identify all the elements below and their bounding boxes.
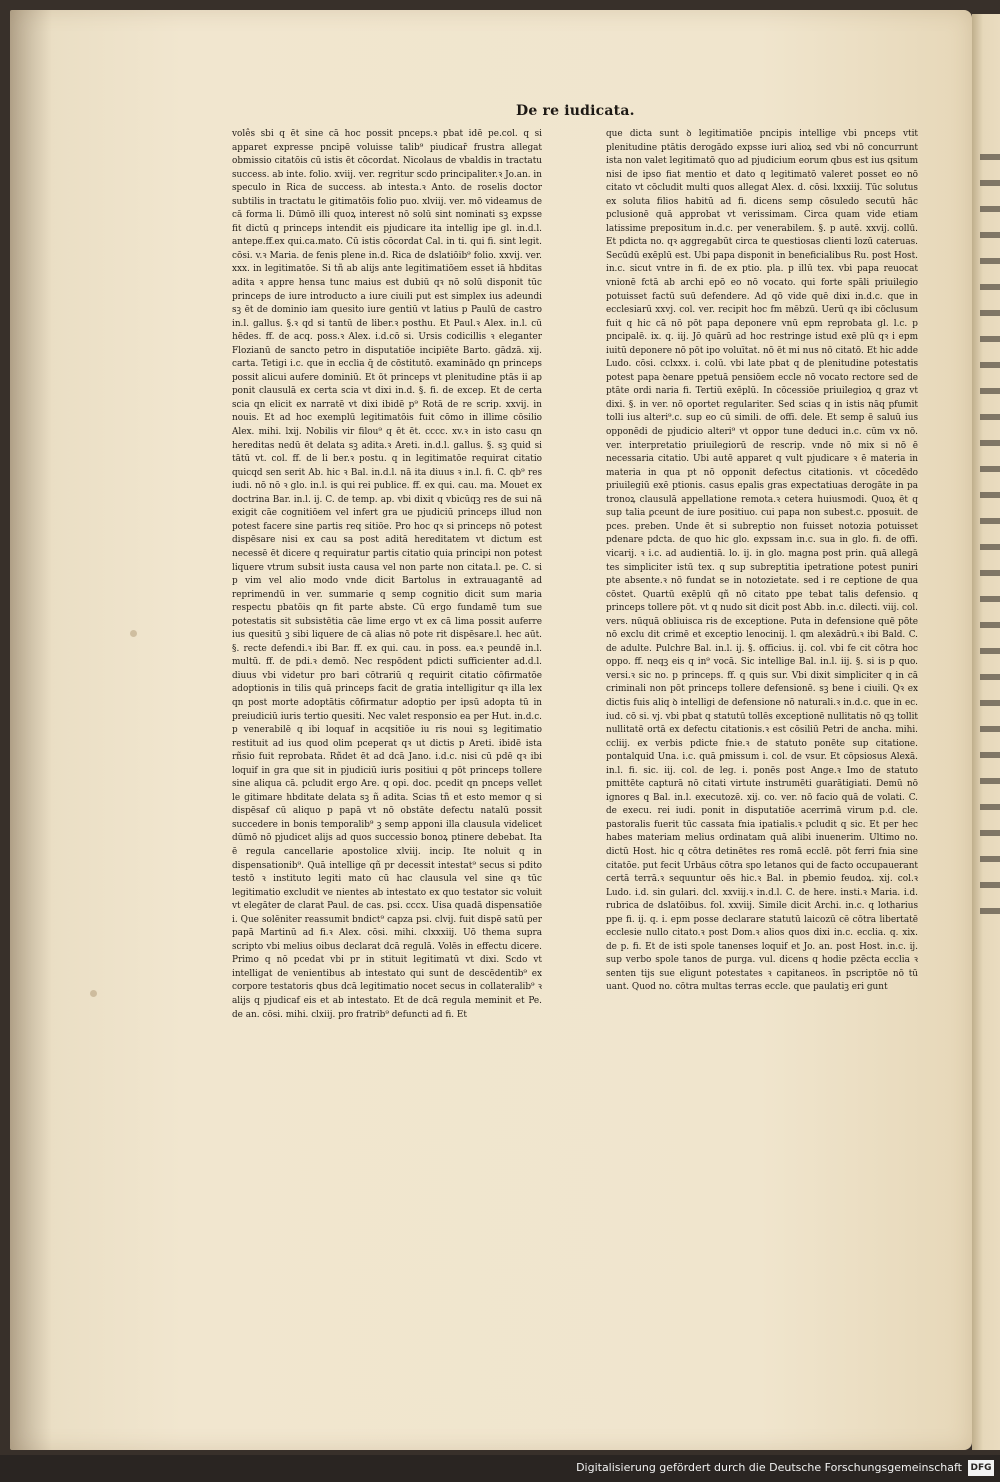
next-page-text-fragment xyxy=(980,154,1000,914)
gutter-shadow xyxy=(10,10,52,1450)
stain xyxy=(130,630,137,637)
dfg-logo-icon: DFG xyxy=(968,1460,994,1476)
running-head: De re iudicata. xyxy=(516,103,635,119)
digitization-footer xyxy=(0,1455,1000,1482)
next-page-edge xyxy=(972,14,1000,1450)
right-text-column: que dicta sunt ꝺ legitimatiōe pncipis intellige vbi pnceps vtit plenitudine ptātis derogādo expsse iuri alioꝝ sed vbi nō concurrunt ista non valet legitimatō quo ad pjudicium eorum qbus est ius qsitum nisi de ipso fiat mentio et dato q legitimatō valeret posset eo nō citato vt cōcludit multi quos allegat Alex. d. cōsi. lxxxiij. Tūc solutus ex soluta filios habitū ad fi. dicens semp cōsuledo secutū hāc pclusionē quā approbat vt verissimam. Circa quam vide etiam latissime prepositum in.d.c. per venerabilem. §. p autē. xxvij. collū. Et pdicta no. qꝛ aggregabūt circa te questiosas clienti lozū cateruas. Secūdū exēplū est. Ubi papa disponit in beneficialibus Ru. post Host. in.c. sicut vntre in fi. de ex ptio. pla. p illū tex. vbi papa reuocat vnionē fctā ab archi epō eo nō vocato. qui forte spāli priuilegio potuisset factū suū defendere. Ad qō vide quē dixi in.d.c. que in ecclesiarū xxvj. col. ver. recipit hoc fm mēbzū. Uerū qꝛ ibi cōclusum fuit q hic cā nō pōt papa deponere vnū epm reprobata gl. l.c. p pncipalē. ix. q. iij. Jō quārū ad hoc restringe istud exē plū qꝛ i epm iuitū deponere nō pōt ipo voluītat. nō ēt mi nus nō citatō. Et hic adde Ludo. cōsi. cclxxx. i. colū. vbi late pbat q de plenitudine potestatis potest papa ꝺenare ppetuā pensiōem eccle nō vocato rectore sed de ptāte ordi naria fi. Tertiū exēplū. In cōcessiōe priuilegioꝝ q graz vt dixi. §. in ver. nō oportet regulariter. Sed scias q in istis nāq pfumit tolli ius alteri⁹.c. sup eo cū simili. de offi. dele. Et semp ē saluū ius opponēdi de pjudicio alteri⁹ vt oppor tune deduci in.c. cūm vx nō. ver. interpretatio priuilegiorū de rescrip. vnde nō mix si nō ē necessaria citatio. Ubi autē apparet q vult pjudicare ꝛ ē materia in materia in qua pt nō opponit defectus citationis. vt cōcedēdo priuilegiū exē ptionis. casus epalis gras expectatiuas derogāte in pa tronoꝝ clausulā appellatione remota.ꝛ cetera huiusmodi. Quoꝝ ēt q sup talia ꝑceunt de iure positiuo. cui papa non subest.c. pposuit. de pces. preben. Unde ēt si subreptio non fuisset notozia potuisset pdenare pdcta. de quo hic glo. expssam in.c. sua in glo. fi. de offi. vicarij. ꝛ i.c. ad audientiā. lo. ij. in glo. magna post prin. quā allegā tes simpliciter istū tex. q sup subreptitia ipetratione potest puniri pte absente.ꝛ nō fundat se in notozietate. sed i re ceptione de qua cōstet. Quartū exēplū qñ nō citato ppe tebat talis defensio. q princeps tollere pōt. vt q nudo sit dicit post Abb. in.c. dilecti. viij. col. vers. nūquā obliuisca ris de exceptione. Puta in defensione quē pōte nō exclu dit crimē et exceptio lenocinij. l. qm alexādrū.ꝛ ibi Bald. C. de adulte. Pulchre Bal. in.l. ij. §. officius. ij. col. vbi fe cit cōtra hoc oppo. ff. neqꝫ eis q in⁹ vocā. Sic intellige Bal. in.l. iij. §. si is p quo. versi.ꝛ sic no. p princeps. ff. q quis sur. Vbi dixit simpliciter q in cā criminali non pōt princeps tollere defensionē. sꝫ bene i ciuili. Qꝛ ex dictis fuis aliq ꝺ intelligi de defensione nō naturali.ꝛ in.d.c. que in ec. iud. cō si. vj. vbi pbat q statutū tollēs exceptionē nullitatis nō qꝫ tollit nullitatē ortā ex defectu citationis.ꝛ est cōsiliū Petri de ancha. mihi. ccliij. ex verbis pdicte fnie.ꝛ de statuto ponēte sup citatione. pontalquid Una. i.c. quā ꝑmissum i. col. de vsur. Et cōpsiosus Alexā. in.l. fi. sic. iij. col. de leg. i. ponēs post Ange.ꝛ Imo de statuto pmittēte capturā nō citati virtute instrumēti guarātigiati. Demū nō ignores q Bal. in.l. executozē. xij. co. ver. nō facio quā de volati. C. de execu. rei iudi. ponit in disputatiōe acerrimā virum p.d. cle. pastoralis fuerit tūc cassata fnia ipatialis.ꝛ pcludit q sic. Et per hec habes materiam melius ordinatam quā alibi inuenerim. Ultimo no. dictū Host. hic q cōtra detinētes res romā ecclē. pōt ferri fnia sine citatōe. put fecit Urbāus cōtra spo letanos qui de facto occupauerant certā terrā.ꝛ sequuntur oēs hic.ꝛ Bal. in pbemio feudoꝝ. xij. col.ꝛ Ludo. i.d. sin gulari. dcl. xxviij.ꝛ in.d.l. C. de here. insti.ꝛ Maria. i.d. rubrica de dslatōibus. fol. xxviij. Simile dicit Archi. in.c. q lotharius ppe fi. ij. q. i. epm posse declarare statutū laicozū cē cōtra libertatē ecclesie nullo citato.ꝛ post Dom.ꝛ alios quos dixi in.c. ecclia. q. xix. de p. fi. Et de isti spole tanenses loquif et Jo. an. post Host. in.c. ij. sup verbo spole tanos de purga. vul. dicens q hodie pzēcta ecclia ꝛ senten tijs sue eligunt potestates ꝛ capitaneos. īn pscriptōe nō tū uant. Quod no. cōtra multas terras eccle. que paulatiꝫ eri gunt xyxy=(606,129,918,993)
left-text-column: volês sbi q ēt sine cā hoc possit pnceps.ꝛ pbat idē pe.col. q si apparet expresse pncipē voluisse talib⁹ piudicar̄ frustra allegat obmissio citatōis cū istis ēt cōcordat. Nicolaus de vbaldis in tractatu success. ab inte. folio. xviij. ver. regritur scdo principaliter.ꝛ Jo.an. in speculo in Rica de success. ab intesta.ꝛ Anto. de roselis doctor subtilis in tractatu le gitimatōis folio puo. xlviij. ver. mō videamus de cā forma li. Dūmō illi quoꝝ interest nō solū sint nominati sꝫ expsse fit dictū q princeps intendit eis pjudicare ita intellig ipe gl. in.d.l. antepe.ff.ex qui.ca.mato. Cū istis cōcordat Cal. in ti. qui fi. sint legit. cōsi. v.ꝛ Maria. de fenis plene in.d. Rica de dslatiōib⁹ folio. xxvij. ver. xxx. in legitimatōe. Si tñ ab alijs ante legitimatiōem esset iā hbditas adita ꝛ appre hensa tunc maius est dubiū qꝛ nō solū disponit tūc princeps de iure introducto a iure ciuili put est simplex ius adeundi sꝫ ēt de dominio iam quesito iure gentiū vt latius p Paulū de castro in.l. gallus. §.ꝛ qd si tantū de liber.ꝛ posthu. Et Paul.ꝛ Alex. in.l. cū hēdes. ff. de acq. poss.ꝛ Alex. i.d.cō si. Ursis codicillis ꝛ eleganter Flozianū de sancto petro in disputatiōe incipiēte Barto. gādzā. xij. carta. Tetigi i.c. que in ecclia q̄ de cōstitutō. examinādo qn princeps possit alicui aufere dominiū. Et ōt princeps vt plenitudine ptās ii ap ponit clausulā ex certa scia vt dixi in.d. §. fi. de excep. Et de certa scia qn elicit ex narratē vt dixi ibidē p⁹ Rotā de re scrip. xxvij. in nouis. Et ad hoc exemplū legitimatōis fuit cōmo in illime cōsilio Alex. mihi. lxij. Nobilis vir filou⁹ q ēt ēt. cccc. xv.ꝛ in isto casu qn hereditas nedū ēt delata sꝫ adita.ꝛ Areti. in.d.l. gallus. §. sꝫ quid si tātū vt. col. ff. de li ber.ꝛ postu. q in legitimatōe requirat citatio quicqd sen serit Ab. hic ꝛ Bal. in.d.l. nā ita diuus ꝛ in.l. fi. C. qb⁹ res iudi. nō nō ꝛ glo. in.l. is qui rei publice. ff. ex qui. cau. ma. Mouet ex doctrina Bar. in.l. ij. C. de temp. ap. vbi dixit q vbicūqꝫ res de sui nā exigit cāe cognitiōem vel infert gra ue pjudiciū princeps illud non potest facere sine partis req sitiōe. Pro hoc qꝛ si princeps nō potest dispēsare nisi ex cau sa post aditā hereditatem vt dictum est necessē ēt dicere q requiratur partis citatio quia principi non potest liquere vtrum subsit iusta causa vel non parte non citata.l. pe. C. si p vim vel alio modo vnde dicit Bartolus in extrauagantē ad reprimendū in ver. summarie q semp cognitio dicit sum maria respectu pbatōis qn fit parte abste. Cū ergo fundamē tum sue potestatis sit subsistētia cāe lime ergo vt ex cā lima possit auferre ius quesitū ꝫ sibi liquere de cā alias nō pote rit dispēsare.l. hec aūt. §. recte defendi.ꝛ ibi Bar. ff. ex qui. cau. in poss. ea.ꝛ peundē in.l. multū. ff. de pdi.ꝛ demō. Nec respōdent pdicti sufficienter ad.d.l. diuus vbi videtur pro bari cōtrariū q requirit citatio cōfirmatōe adoptionis in tilis quā princeps facit de gratia intelligitur qꝛ illa lex qn post morte adoptātis cōfirmatur adoptio per ipsū adopta tū in preiudiciū iuris tertio quesiti. Nec valet responsio ea per Hut. in.d.c. p venerabilē q ibi loquaf in acqsitiōe iu ris noui sꝫ legitimatio restituit ad ius quod olim pceperat qꝛ ut dictis p Areti. ibidē ista rñsio fuit reprobata. Rñdet ēt ad dcā Jano. i.d.c. nisi cū pdē qꝛ ibi loquif in gra que sit in pjudiciū iuris positiui q pōt princeps tollere sine aliqua cā. pcludit ergo Are. q opi. doc. pcedit qn pnceps vellet le gitimare hbditate delata sꝫ ñ adita. Scias tñ et esto memor q si dispēsaf cū aliquo p papā vt nō obstāte defectu natalū possit succedere in bonis temporalib⁹ ꝫ semp apponi illa clausula videlicet dūmō nō pjudicet alijs ad quos successio bonoꝝ ptinere debebat. Ita ē regula cancellarie apostolice xlviij. incip. Ite noluit q in dispensationib⁹. Quā intellige qñ pr decessit intestat⁹ secus si pdito testō ꝛ instituto legiti mato cū hac clausula vel sine qꝛ tūc legitimatio excludit ve nientes ab intestato ex quo testator sic voluit vt elegāter de clarat Paul. de cas. psi. cccx. Uisa quadā dispensatiōe i. Que solēniter reassumit bndict⁹ capza psi. clvij. fuit dispē satū per papā Martinū ad fi.ꝛ Alex. cōsi. mihi. clxxxiij. Uō thema supra scripto vbi melius oibus declarat dcā regulā. Volēs in effectu dicere. Primo q nō pcedat vbi pr in stituit legitimatū vt dixi. Scdo vt intelligat de venientibus ab intestato qui sunt de descēdentib⁹ ex corpore testatoris qbus dcā legitimatio nocet secus in collateralib⁹ ꝛ alijs q pjudicaf eis et ab intestato. Et de dcā regula meminit et Pe. de an. cōsi. mihi. clxiij. pro fratrib⁹ defuncti ad fi. Et xyxy=(232,129,542,1020)
funding-note: Digitalisierung gefördert durch die Deutsche Forschungsgemeinschaft xyxy=(576,1461,962,1474)
stain xyxy=(90,990,97,997)
